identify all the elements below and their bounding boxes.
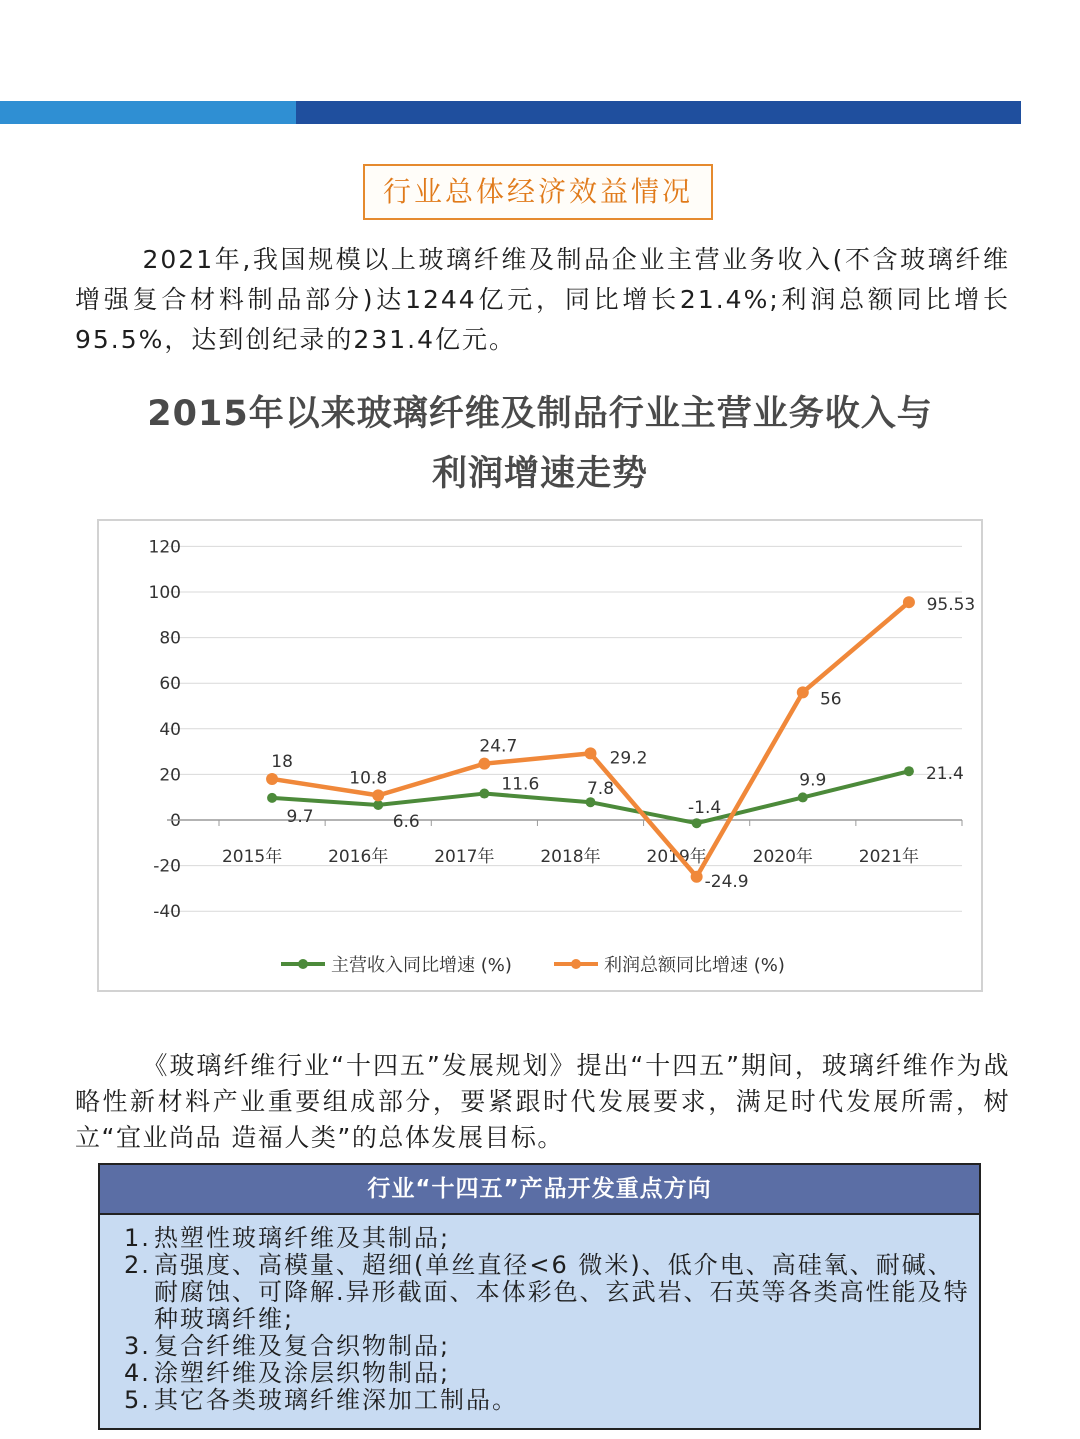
x-tick-label: 2020年 [752,847,813,867]
y-tick-label: 80 [159,628,181,649]
product-directions-box [98,1163,981,1430]
x-tick-label: 2017年 [434,847,495,867]
data-point [373,800,383,810]
data-point [797,686,809,698]
y-tick-label: 40 [159,719,181,740]
legend-marker [298,959,308,969]
list-item [124,1333,979,1360]
x-tick-label: 2018年 [540,847,601,867]
data-label: 29.2 [609,748,648,769]
data-point [692,818,702,828]
section-title: 行业总体经济效益情况 [363,164,713,220]
data-label: 18 [271,751,293,772]
y-tick-label: 100 [148,583,181,603]
chart-title-line2: 利润增速走势 [431,454,648,494]
list-item-text: 复合纤维及复合织物制品; [154,1332,451,1360]
x-tick-label: 2016年 [328,847,389,867]
data-point [478,758,490,770]
header-stripe-light [0,101,296,124]
line-chart [99,521,985,994]
list-item-number: 1. [124,1224,151,1252]
data-point [585,747,597,759]
data-label: -24.9 [704,871,749,892]
legend-label: 利润总额同比增速 (%) [604,955,785,976]
header-stripe-dark [296,101,1021,124]
plan-paragraph: 《玻璃纤维行业“十四五”发展规划》提出“十四五”期间，玻璃纤维作为战略性新材料产业重要组成部分，要紧跟时代发展要求，满足时代发展所需，树立“宜业尚品 造福人类”的总体发展目标。 [75,1051,1010,1152]
list-item [124,1225,979,1252]
chart-title-line1: 2015年以来玻璃纤维及制品行业主营业务收入与 [147,394,933,434]
data-point [904,766,914,776]
data-label: 7.8 [586,779,615,800]
data-point [372,789,384,801]
list-item-number: 5. [124,1386,151,1414]
data-point [267,793,277,803]
product-directions-list [100,1215,979,1414]
list-item [124,1360,979,1387]
list-item-number: 4. [124,1359,151,1387]
list-item-text: 其它各类玻璃纤维深加工制品。 [154,1386,518,1414]
list-item-text: 热塑性玻璃纤维及其制品; [154,1224,451,1252]
data-label: 95.53 [926,595,976,616]
list-item-number: 2. [124,1251,151,1279]
list-item-text: 高强度、高模量、超细(单丝直径<6 微米)、低介电、高硅氧、耐碱、耐腐蚀、可降解.异形截面、本体彩色、玄武岩、石英等各类高性能及特种玻璃纤维; [154,1251,970,1333]
legend-label: 主营收入同比增速 (%) [331,955,512,976]
y-tick-label: -20 [153,856,181,877]
profit-growth-line [272,602,909,877]
intro-paragraph: 2021年,我国规模以上玻璃纤维及制品企业主营业务收入(不含玻璃纤维增强复合材料制品部分)达1244亿元，同比增长21.4%;利润总额同比增长95.5%，达到创纪录的231.4亿元。 [75,245,1010,354]
list-item-number: 3. [124,1332,151,1360]
data-label: 56 [819,689,842,710]
y-tick-label: 20 [159,765,181,786]
data-label: 24.7 [479,736,518,757]
data-label: 9.7 [286,806,314,827]
y-tick-label: -40 [153,902,181,923]
data-label: 9.9 [799,770,827,791]
x-tick-label: 2021年 [858,847,920,867]
data-label: 10.8 [349,768,388,789]
data-label: 6.6 [392,811,420,832]
data-point [479,789,489,799]
data-point [266,773,278,785]
legend-marker [571,959,581,969]
list-item [124,1252,979,1333]
x-tick-label: 2015年 [221,847,283,867]
data-point [691,871,703,883]
y-tick-label: 60 [159,674,181,695]
data-point [903,596,915,608]
list-item-text: 涂塑纤维及涂层织物制品; [154,1359,451,1387]
data-label: 11.6 [501,774,540,795]
y-tick-label: 0 [170,811,181,831]
x-tick-label: 2019年 [646,847,707,867]
chart-frame [97,519,983,992]
data-label: 21.4 [925,764,964,785]
y-tick-label: 120 [148,537,181,558]
box-title: 行业“十四五”产品开发重点方向 [100,1165,979,1215]
list-item [124,1387,979,1414]
data-label: -1.4 [688,798,722,819]
data-point [798,792,808,802]
